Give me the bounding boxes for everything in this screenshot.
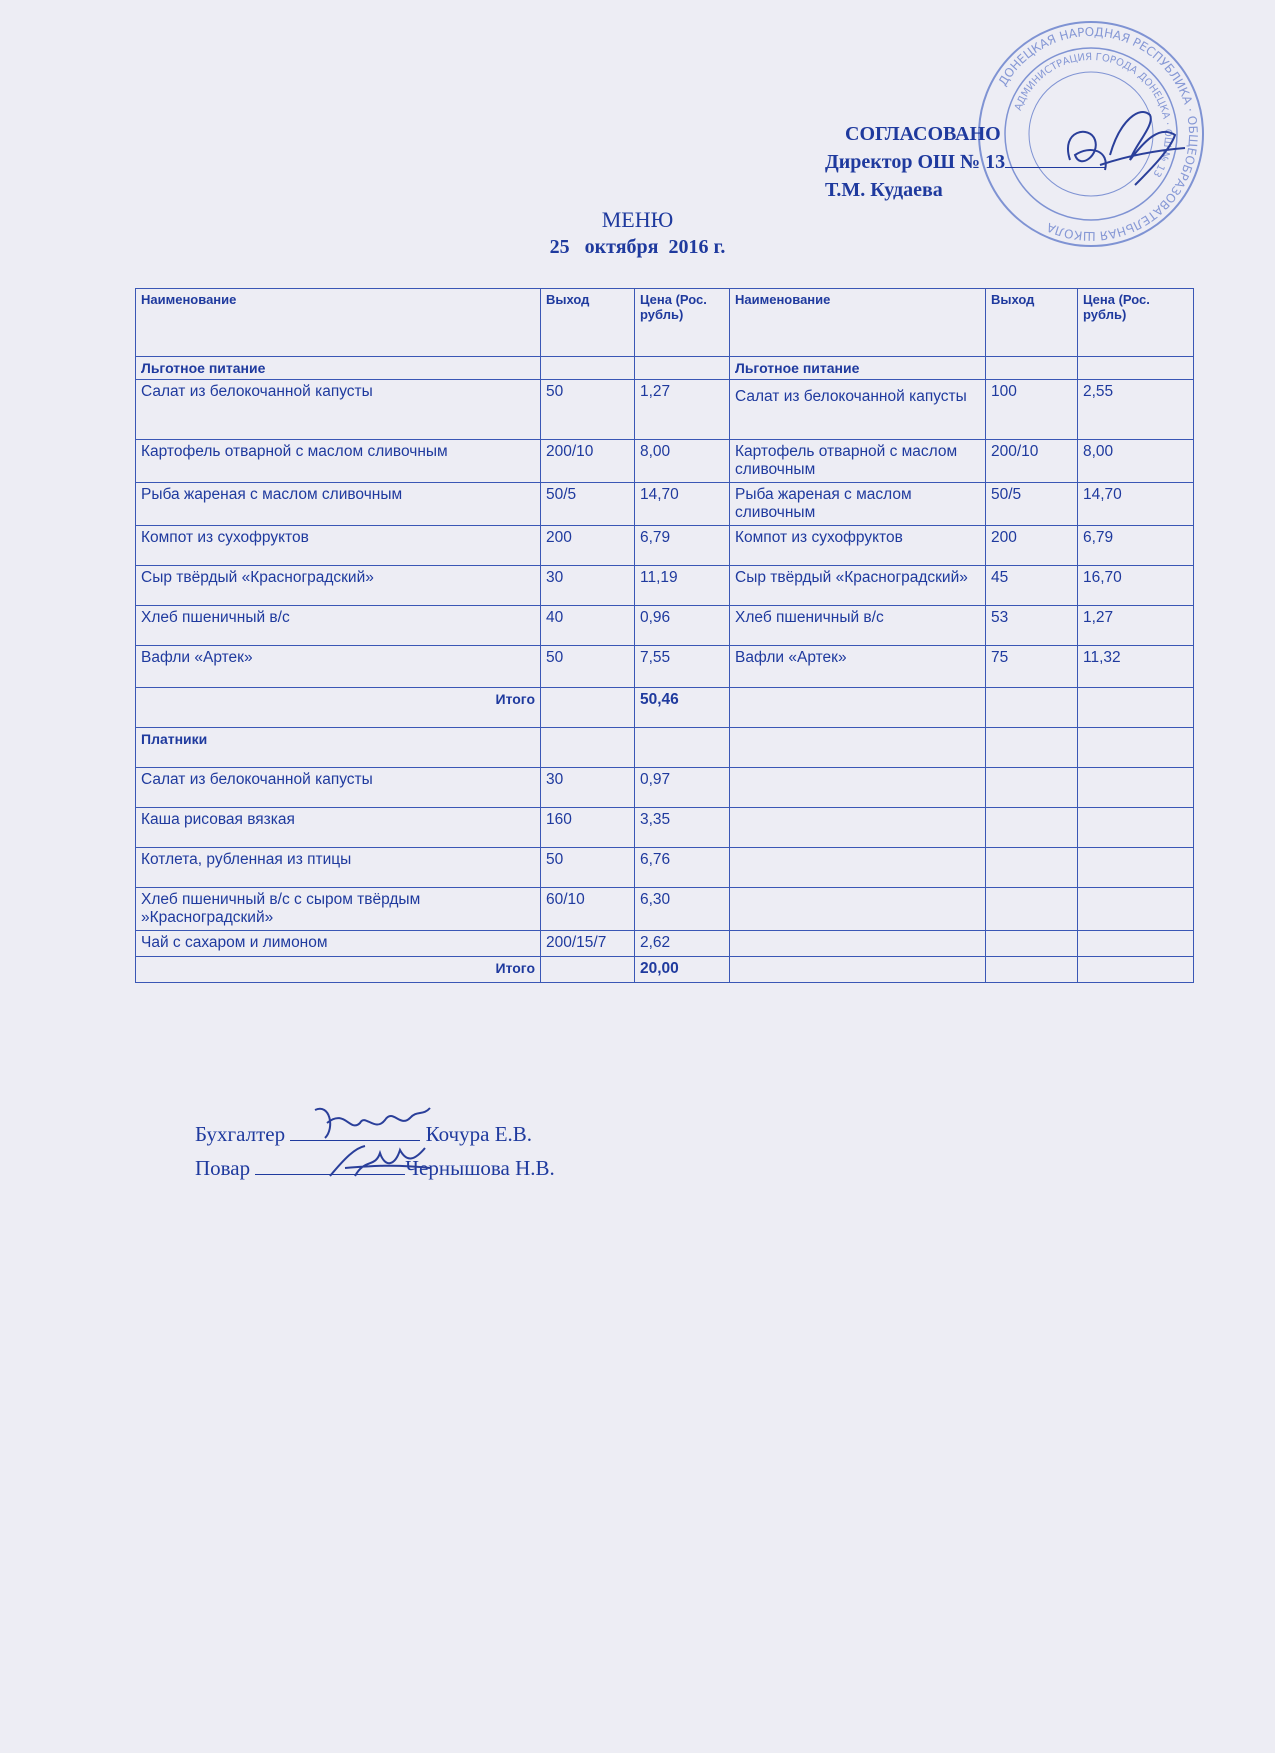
accountant-role: Бухгалтер [195,1122,286,1146]
item-yield: 200/15/7 [541,931,635,957]
item-yield-2: 45 [986,566,1078,606]
table-row [136,808,1194,848]
item-name-2: Компот из сухофруктов [730,526,986,566]
table-row [136,380,1194,440]
section-label: Льготное питание [136,357,541,380]
accountant-name: Кочура Е.В. [425,1122,533,1146]
total-label: Итого [136,688,541,728]
empty-cell [986,888,1078,931]
table-row [136,606,1194,646]
empty-cell [730,768,986,808]
item-name: Каша рисовая вязкая [136,808,541,848]
item-price-2: 11,32 [1078,646,1194,688]
item-yield-2: 53 [986,606,1078,646]
empty-cell [1078,768,1194,808]
item-name: Хлеб пшеничный в/с [136,606,541,646]
section-label: Льготное питание [730,357,986,380]
col-header-yield-2: Выход [986,289,1078,357]
empty-cell [986,808,1078,848]
item-name: Сыр твёрдый «Красноградский» [136,566,541,606]
total-row [136,957,1194,983]
item-yield-2: 75 [986,646,1078,688]
item-name: Хлеб пшеничный в/с с сыром твёрдым »Красноградский» [136,888,541,931]
item-price-2: 2,55 [1078,380,1194,440]
item-yield-2: 200 [986,526,1078,566]
col-header-yield: Выход [541,289,635,357]
director-title: Директор ОШ № 13 [825,151,1006,173]
empty-cell [1078,931,1194,957]
item-yield: 200 [541,526,635,566]
item-price: 14,70 [635,483,730,526]
cook-signature [325,1138,435,1183]
item-price: 2,62 [635,931,730,957]
item-price: 7,55 [635,646,730,688]
menu-table [135,288,1194,983]
item-name: Рыба жареная с маслом сливочным [136,483,541,526]
director-name: Т.М. Кудаева [825,179,943,201]
table-row [136,848,1194,888]
empty-cell [1078,888,1194,931]
table-row [136,440,1194,483]
document-date: 25 октября 2016 г. [549,236,726,258]
item-yield: 50 [541,646,635,688]
item-price-2: 8,00 [1078,440,1194,483]
director-signature [1050,100,1190,195]
table-row [136,646,1194,688]
item-yield: 60/10 [541,888,635,931]
item-name: Чай с сахаром и лимоном [136,931,541,957]
total-value: 50,46 [635,688,730,728]
item-name: Картофель отварной с маслом сливочным [136,440,541,483]
col-header-name-2: Наименование [730,289,986,357]
item-name: Вафли «Артек» [136,646,541,688]
item-price-2: 16,70 [1078,566,1194,606]
total-value: 20,00 [635,957,730,983]
table-row [136,526,1194,566]
total-row [136,688,1194,728]
item-yield-2: 100 [986,380,1078,440]
svg-text:ДОНЕЦКАЯ НАРОДНАЯ РЕСПУБЛИКА ·: ДОНЕЦКАЯ НАРОДНАЯ РЕСПУБЛИКА · ОБЩЕОБРАЗОВАТЕЛЬНАЯ ШКОЛА [995,24,1201,244]
item-name-2: Сыр твёрдый «Красноградский» [730,566,986,606]
table-row [136,566,1194,606]
approval-heading: СОГЛАСОВАНО [845,123,1001,145]
item-price: 6,76 [635,848,730,888]
item-name-2: Салат из белокочанной капусты [730,380,986,440]
empty-cell [1078,808,1194,848]
item-yield: 50 [541,380,635,440]
item-name: Салат из белокочанной капусты [136,380,541,440]
item-name: Компот из сухофруктов [136,526,541,566]
item-name-2: Картофель отварной с маслом сливочным [730,440,986,483]
item-yield: 200/10 [541,440,635,483]
empty-cell [986,848,1078,888]
item-price: 8,00 [635,440,730,483]
item-price: 3,35 [635,808,730,848]
empty-cell [730,888,986,931]
section-row [136,357,1194,380]
empty-cell [1078,848,1194,888]
document-title: МЕНЮ [601,207,674,232]
item-price-2: 1,27 [1078,606,1194,646]
item-yield: 30 [541,768,635,808]
item-price: 11,19 [635,566,730,606]
table-row [136,483,1194,526]
item-name-2: Рыба жареная с маслом сливочным [730,483,986,526]
cook-name: Чернышова Н.В. [405,1156,555,1180]
item-yield-2: 50/5 [986,483,1078,526]
item-name-2: Хлеб пшеничный в/с [730,606,986,646]
item-price: 1,27 [635,380,730,440]
item-name: Салат из белокочанной капусты [136,768,541,808]
item-yield: 30 [541,566,635,606]
table-header-row [136,289,1194,357]
col-header-price-2: Цена (Рос. рубль) [1078,289,1194,357]
item-price-2: 14,70 [1078,483,1194,526]
item-name-2: Вафли «Артек» [730,646,986,688]
item-yield: 40 [541,606,635,646]
svg-text:АДМИНИСТРАЦИЯ ГОРОДА ДОНЕЦКА ·: АДМИНИСТРАЦИЯ ГОРОДА ДОНЕЦКА · ОШ № 13 [1013,51,1174,179]
table-row [136,888,1194,931]
col-header-name: Наименование [136,289,541,357]
item-name: Котлета, рубленная из птицы [136,848,541,888]
empty-cell [986,768,1078,808]
table-row [136,931,1194,957]
item-yield: 50/5 [541,483,635,526]
empty-cell [986,931,1078,957]
total-label: Итого [136,957,541,983]
item-price: 6,30 [635,888,730,931]
section-label: Платники [136,728,541,768]
item-price-2: 6,79 [1078,526,1194,566]
section-row [136,728,1194,768]
item-price: 0,97 [635,768,730,808]
empty-cell [730,848,986,888]
table-row [136,768,1194,808]
cook-role: Повар [195,1156,251,1180]
empty-cell [730,808,986,848]
item-yield: 160 [541,808,635,848]
item-yield-2: 200/10 [986,440,1078,483]
item-price: 0,96 [635,606,730,646]
col-header-price: Цена (Рос. рубль) [635,289,730,357]
item-yield: 50 [541,848,635,888]
item-price: 6,79 [635,526,730,566]
empty-cell [730,931,986,957]
